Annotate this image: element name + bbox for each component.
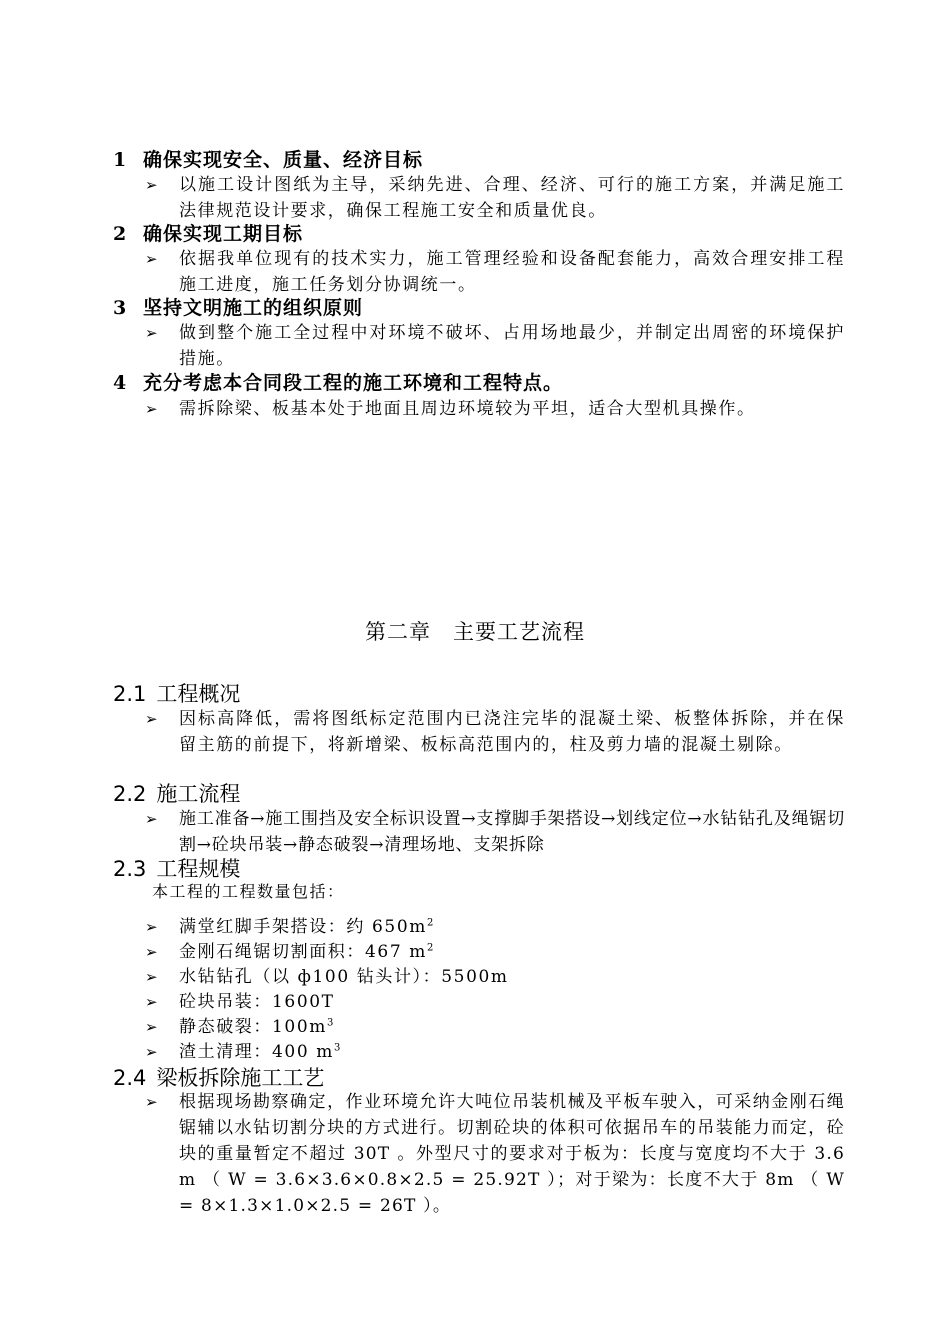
- arrow-bullet-icon: ➢: [145, 400, 158, 418]
- arrow-bullet-icon: ➢: [145, 968, 158, 986]
- section-heading-2-2: 2.2 施工流程: [113, 782, 241, 806]
- arrow-bullet-icon: ➢: [145, 176, 158, 194]
- goal-bullet-1: ➢ 以施工设计图纸为主导，采纳先进、合理、经济、可行的施工方案，并满足施工法律规范设计要求，确保工程施工安全和质量优良。: [145, 172, 845, 224]
- goal-heading-2: 2 确保实现工期目标: [113, 223, 304, 245]
- goal-bullet-4: ➢ 需拆除梁、板基本处于地面且周边环境较为平坦，适合大型机具操作。: [145, 396, 845, 422]
- quantity-item: ➢ 水钻钻孔（以 ф100 钻头计）：5500m: [145, 964, 845, 990]
- goal-heading-3: 3 坚持文明施工的组织原则: [113, 297, 364, 319]
- section-heading-2-4: 2.4 梁板拆除施工工艺: [113, 1066, 325, 1090]
- scale-intro: 本工程的工程数量包括：: [152, 882, 345, 901]
- arrow-bullet-icon: ➢: [145, 943, 158, 961]
- goal-bullet-2: ➢ 依据我单位现有的技术实力，施工管理经验和设备配套能力，高效合理安排工程施工进度，施工任务划分协调统一。: [145, 246, 845, 298]
- quantity-item: ➢ 渣土清理：400 $m^3$: [145, 1039, 845, 1065]
- quantity-item: ➢ 金刚石绳锯切割面积：467 $m^2$: [145, 939, 845, 965]
- demolition-process-bullet: ➢ 根据现场勘察确定，作业环境允许大吨位吊装机械及平板车驶入，可采纳金刚石绳锯辅以水钻切割分块的方式进行。切割砼块的体积可依据吊车的吊装能力而定，砼块的重量暂定不超过 30T 。外型尺寸的要求对于板为：长度与宽度均不大于 3.6 m （ W = 3.6×3.6×0.8×2.5 = 25.92T ）；对于梁为：长度不大于 8m （ W = 8×1.3×1.0×2.5 = 26T ）。: [145, 1089, 845, 1219]
- quantity-item: ➢ 静态破裂：$100m^3$: [145, 1014, 845, 1040]
- process-flow-bullet: ➢ 施工准备→施工围挡及安全标识设置→支撑脚手架搭设→划线定位→水钻钻孔及绳锯切割→砼块吊装→静态破裂→清理场地、支架拆除: [145, 806, 845, 858]
- arrow-bullet-icon: ➢: [145, 1043, 158, 1061]
- section-heading-2-1: 2.1 工程概况: [113, 682, 241, 706]
- arrow-bullet-icon: ➢: [145, 324, 158, 342]
- arrow-bullet-icon: ➢: [145, 918, 158, 936]
- overview-bullet: ➢ 因标高降低，需将图纸标定范围内已浇注完毕的混凝土梁、板整体拆除，并在保留主筋的前提下，将新增梁、板标高范围内的，柱及剪力墙的混凝土剔除。: [145, 706, 845, 758]
- arrow-bullet-icon: ➢: [145, 993, 158, 1011]
- section-heading-2-3: 2.3 工程规模: [113, 857, 241, 881]
- arrow-bullet-icon: ➢: [145, 250, 158, 268]
- arrow-bullet-icon: ➢: [145, 710, 158, 728]
- arrow-bullet-icon: ➢: [145, 810, 158, 828]
- goal-bullet-3: ➢ 做到整个施工全过程中对环境不破坏、占用场地最少，并制定出周密的环境保护措施。: [145, 320, 845, 372]
- arrow-bullet-icon: ➢: [145, 1018, 158, 1036]
- arrow-bullet-icon: ➢: [145, 1093, 158, 1111]
- quantity-item: ➢ 砼块吊装：1600T: [145, 989, 845, 1015]
- quantity-item: ➢ 满堂红脚手架搭设：约 $650m^2$: [145, 914, 845, 940]
- chapter-title: 第二章 主要工艺流程: [365, 620, 585, 644]
- goal-heading-1: 1 确保实现安全、质量、经济目标: [113, 149, 424, 171]
- goal-heading-4: 4 充分考虑本合同段工程的施工环境和工程特点。: [113, 372, 564, 394]
